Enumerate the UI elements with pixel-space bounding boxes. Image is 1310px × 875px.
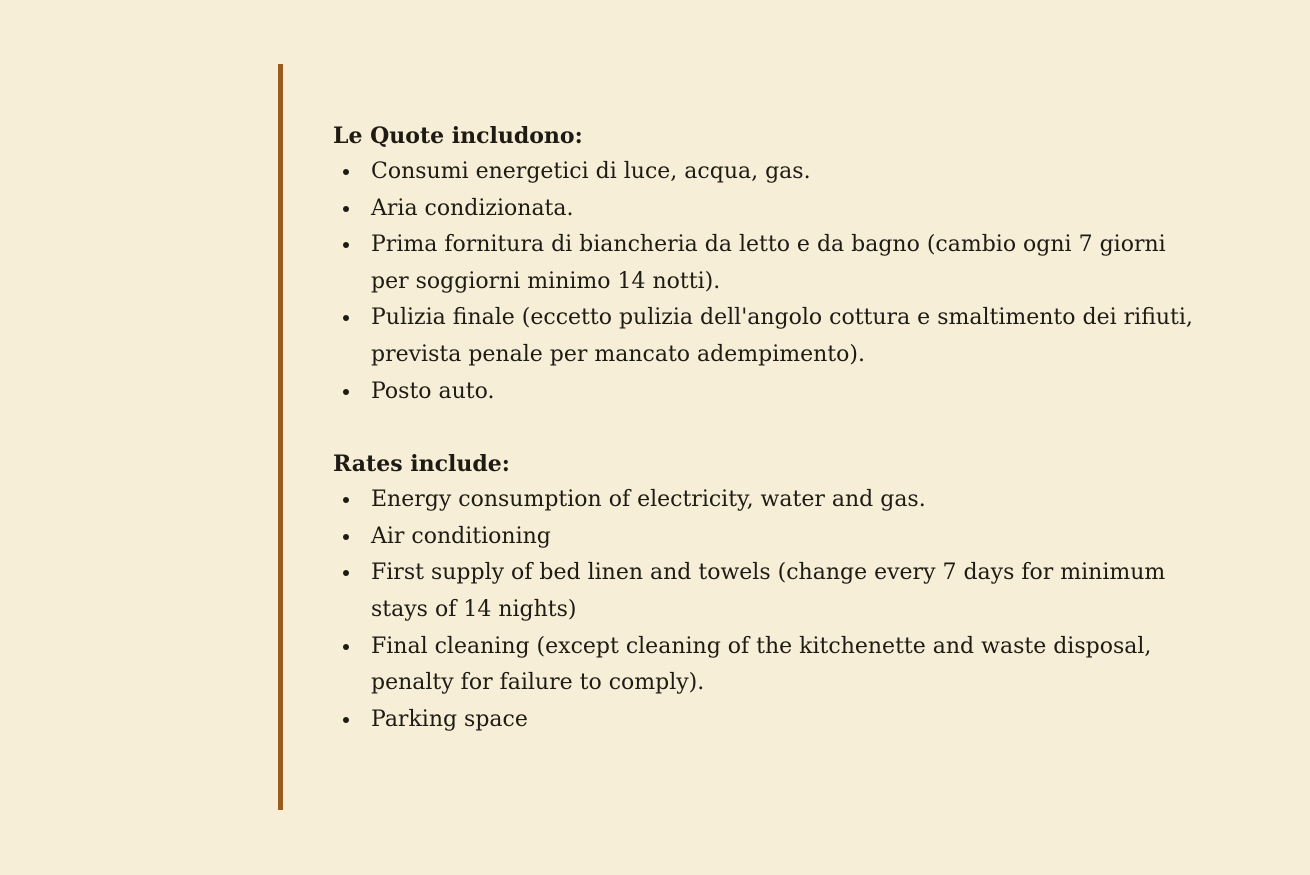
list-item (333, 555, 1193, 628)
list-item-text: Air conditioning (371, 523, 551, 549)
italian-list (333, 154, 1193, 410)
list-item-text: Energy consumption of electricity, water and gas. (371, 487, 926, 513)
list-item-text: Parking space (371, 706, 528, 732)
list-item-text: Pulizia finale (eccetto pulizia dell'angolo cottura e smaltimento dei rifiuti, prevista penale per mancato adempimento). (371, 305, 1193, 367)
english-section (333, 446, 1193, 738)
english-list (333, 482, 1193, 738)
bullet-icon (343, 315, 349, 321)
bullet-icon (343, 717, 349, 723)
list-item-text: Aria condizionata. (371, 195, 574, 221)
list-item (333, 374, 1193, 411)
list-item-text: Final cleaning (except cleaning of the kitchenette and waste disposal, penalty for failure to comply). (371, 633, 1152, 696)
list-item (333, 519, 1193, 556)
rates-content (333, 118, 1193, 738)
list-item (333, 482, 1193, 519)
accent-bar (278, 64, 283, 810)
list-item-text: Prima fornitura di biancheria da letto e da bagno (cambio ogni 7 giorni per soggiorni minimo 14 notti). (371, 232, 1166, 294)
bullet-icon (343, 206, 349, 212)
bullet-icon (343, 534, 349, 540)
bullet-icon (343, 497, 349, 503)
english-heading: Rates include: (333, 451, 510, 478)
bullet-icon (343, 389, 349, 395)
bullet-icon (343, 570, 349, 576)
bullet-icon (343, 644, 349, 650)
italian-heading: Le Quote includono: (333, 123, 583, 149)
list-item-text: Consumi energetici di luce, acqua, gas. (371, 159, 811, 184)
bullet-icon (343, 169, 349, 175)
list-item (333, 227, 1193, 300)
list-item (333, 629, 1193, 702)
italian-section (333, 118, 1193, 410)
bullet-icon (343, 242, 349, 248)
list-item (333, 300, 1193, 373)
list-item (333, 154, 1193, 191)
list-item-text: Posto auto. (371, 378, 495, 404)
list-item (333, 702, 1193, 739)
list-item-text: First supply of bed linen and towels (change every 7 days for minimum stays of 14 nights) (371, 560, 1166, 622)
list-item (333, 191, 1193, 228)
